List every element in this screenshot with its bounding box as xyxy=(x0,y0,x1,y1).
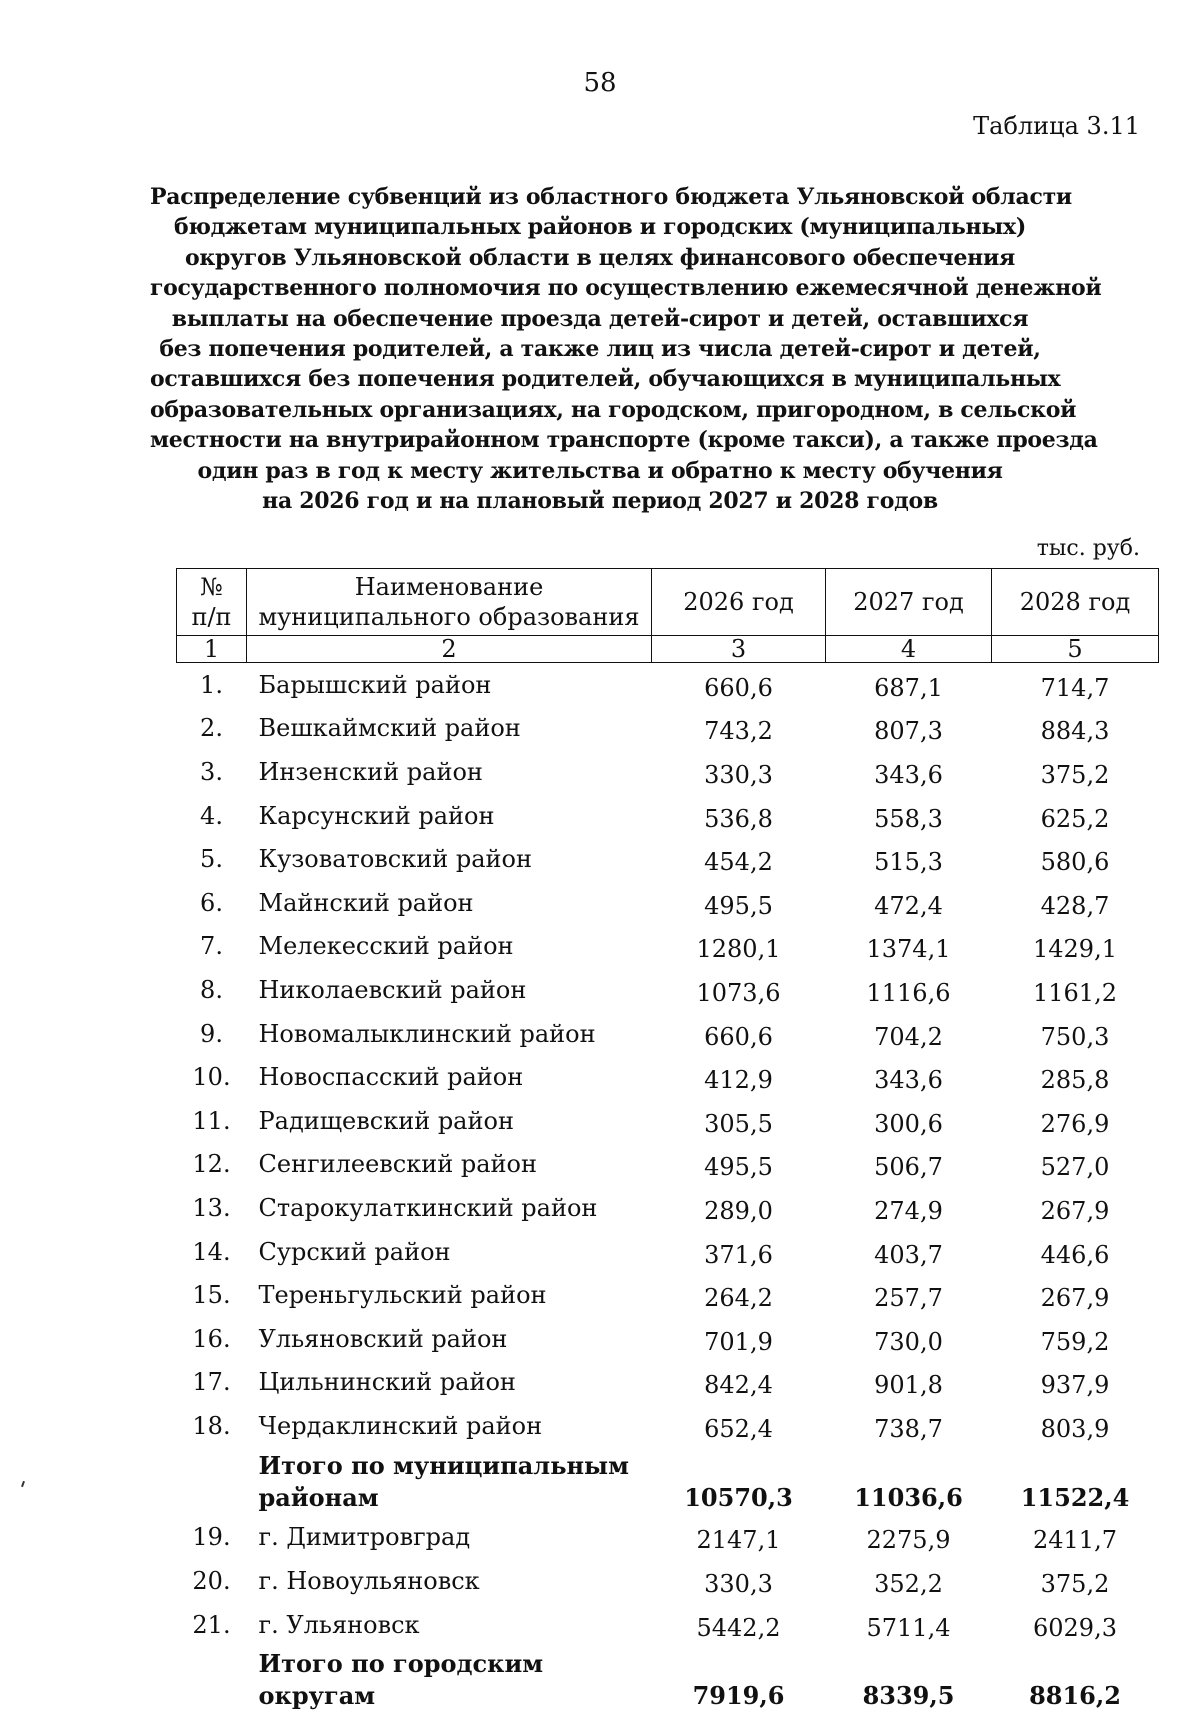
value-2028: 2411,7 xyxy=(992,1516,1159,1560)
table-row xyxy=(177,1404,1159,1448)
table-row xyxy=(177,707,1159,751)
header-num-line2: п/п xyxy=(177,602,246,632)
table-row xyxy=(177,1099,1159,1143)
row-num: 16. xyxy=(177,1317,247,1361)
title-line: один раз в год к месту жительства и обратно к месту обучения xyxy=(150,456,1050,486)
title-line: без попечения родителей, а также лиц из числа детей-сирот и детей, xyxy=(150,334,1050,364)
value-2026: 660,6 xyxy=(652,1012,826,1056)
table-row xyxy=(177,968,1159,1012)
value-2028: 803,9 xyxy=(992,1404,1159,1448)
value-2027: 472,4 xyxy=(826,881,992,925)
row-name: Кузоватовский район xyxy=(247,837,652,881)
value-2027: 687,1 xyxy=(826,663,992,707)
column-number: 2 xyxy=(247,636,652,663)
value-2028: 625,2 xyxy=(992,794,1159,838)
value-2026: 495,5 xyxy=(652,1143,826,1187)
row-num: 13. xyxy=(177,1186,247,1230)
value-2027: 5711,4 xyxy=(826,1603,992,1647)
row-num: 17. xyxy=(177,1361,247,1405)
total-value-2028: 8816,2 xyxy=(992,1646,1159,1714)
table-row xyxy=(177,1055,1159,1099)
value-2028: 527,0 xyxy=(992,1143,1159,1187)
row-num-empty xyxy=(177,1448,247,1516)
value-2027: 352,2 xyxy=(826,1559,992,1603)
value-2026: 330,3 xyxy=(652,1559,826,1603)
header-2027: 2027 год xyxy=(826,569,992,636)
column-number: 5 xyxy=(992,636,1159,663)
table-row xyxy=(177,1317,1159,1361)
value-2026: 536,8 xyxy=(652,794,826,838)
row-name: г. Новоульяновск xyxy=(247,1559,652,1603)
table-row xyxy=(177,881,1159,925)
value-2028: 446,6 xyxy=(992,1230,1159,1274)
value-2027: 901,8 xyxy=(826,1361,992,1405)
column-number: 4 xyxy=(826,636,992,663)
value-2028: 375,2 xyxy=(992,1559,1159,1603)
row-name: Сурский район xyxy=(247,1230,652,1274)
row-name: Тереньгульский район xyxy=(247,1273,652,1317)
row-name: Ульяновский район xyxy=(247,1317,652,1361)
row-name: Карсунский район xyxy=(247,794,652,838)
table-header xyxy=(177,569,1159,663)
row-num: 7. xyxy=(177,925,247,969)
header-name-line2: муниципального образования xyxy=(247,602,651,632)
value-2027: 558,3 xyxy=(826,794,992,838)
value-2028: 285,8 xyxy=(992,1055,1159,1099)
header-name xyxy=(247,569,652,636)
value-2027: 807,3 xyxy=(826,707,992,751)
row-name: Инзенский район xyxy=(247,750,652,794)
row-num: 1. xyxy=(177,663,247,707)
title-line: бюджетам муниципальных районов и городских (муниципальных) xyxy=(150,212,1050,242)
header-2026: 2026 год xyxy=(652,569,826,636)
table-row xyxy=(177,663,1159,707)
value-2026: 2147,1 xyxy=(652,1516,826,1560)
total-label: Итого по муниципальным районам xyxy=(247,1448,652,1516)
value-2027: 730,0 xyxy=(826,1317,992,1361)
total-value-2028: 11522,4 xyxy=(992,1448,1159,1516)
row-num: 21. xyxy=(177,1603,247,1647)
value-2026: 454,2 xyxy=(652,837,826,881)
value-2027: 515,3 xyxy=(826,837,992,881)
value-2027: 300,6 xyxy=(826,1099,992,1143)
row-name: г. Димитровград xyxy=(247,1516,652,1560)
value-2026: 495,5 xyxy=(652,881,826,925)
value-2026: 652,4 xyxy=(652,1404,826,1448)
value-2028: 375,2 xyxy=(992,750,1159,794)
row-num: 5. xyxy=(177,837,247,881)
row-name: Радищевский район xyxy=(247,1099,652,1143)
total-row-cities xyxy=(177,1646,1159,1714)
title-line: округов Ульяновской области в целях финансового обеспечения xyxy=(150,243,1050,273)
row-num: 10. xyxy=(177,1055,247,1099)
subvention-table xyxy=(176,568,1159,1714)
value-2028: 428,7 xyxy=(992,881,1159,925)
value-2027: 506,7 xyxy=(826,1143,992,1187)
total-row-districts xyxy=(177,1448,1159,1516)
title-line: государственного полномочия по осуществлению ежемесячной денежной xyxy=(150,273,1050,303)
value-2026: 701,9 xyxy=(652,1317,826,1361)
value-2028: 267,9 xyxy=(992,1186,1159,1230)
row-name: Чердаклинский район xyxy=(247,1404,652,1448)
value-2026: 330,3 xyxy=(652,750,826,794)
value-2026: 1073,6 xyxy=(652,968,826,1012)
value-2026: 743,2 xyxy=(652,707,826,751)
title-line: местности на внутрирайонном транспорте (кроме такси), а также проезда xyxy=(150,425,1050,455)
title-line: оставшихся без попечения родителей, обучающихся в муниципальных xyxy=(150,364,1050,394)
value-2028: 267,9 xyxy=(992,1273,1159,1317)
value-2027: 2275,9 xyxy=(826,1516,992,1560)
value-2027: 343,6 xyxy=(826,1055,992,1099)
value-2027: 257,7 xyxy=(826,1273,992,1317)
value-2026: 264,2 xyxy=(652,1273,826,1317)
value-2027: 343,6 xyxy=(826,750,992,794)
row-num: 4. xyxy=(177,794,247,838)
title-line: образовательных организациях, на городском, пригородном, в сельской xyxy=(150,395,1050,425)
row-num-empty xyxy=(177,1646,247,1714)
table-row xyxy=(177,1559,1159,1603)
column-number-row xyxy=(177,636,1159,663)
table-body xyxy=(177,663,1159,1714)
value-2027: 403,7 xyxy=(826,1230,992,1274)
total-value-2027: 8339,5 xyxy=(826,1646,992,1714)
header-num-line1: № xyxy=(177,572,246,602)
row-name: Барышский район xyxy=(247,663,652,707)
row-name: Цильнинский район xyxy=(247,1361,652,1405)
value-2027: 738,7 xyxy=(826,1404,992,1448)
value-2028: 276,9 xyxy=(992,1099,1159,1143)
value-2027: 1116,6 xyxy=(826,968,992,1012)
header-row xyxy=(177,569,1159,636)
scan-speck xyxy=(21,1481,25,1487)
value-2028: 1429,1 xyxy=(992,925,1159,969)
row-name: Вешкаймский район xyxy=(247,707,652,751)
total-value-2027: 11036,6 xyxy=(826,1448,992,1516)
table-row xyxy=(177,837,1159,881)
table-row xyxy=(177,794,1159,838)
document-title xyxy=(150,182,1050,516)
row-num: 3. xyxy=(177,750,247,794)
row-name: Новомалыклинский район xyxy=(247,1012,652,1056)
row-name: Майнский район xyxy=(247,881,652,925)
row-name: Новоспасский район xyxy=(247,1055,652,1099)
row-num: 6. xyxy=(177,881,247,925)
row-num: 2. xyxy=(177,707,247,751)
value-2028: 714,7 xyxy=(992,663,1159,707)
value-2028: 884,3 xyxy=(992,707,1159,751)
row-name: Старокулаткинский район xyxy=(247,1186,652,1230)
value-2028: 750,3 xyxy=(992,1012,1159,1056)
header-name-line1: Наименование xyxy=(247,572,651,602)
value-2026: 1280,1 xyxy=(652,925,826,969)
value-2027: 1374,1 xyxy=(826,925,992,969)
title-line: Распределение субвенций из областного бюджета Ульяновской области xyxy=(150,182,1050,212)
header-num xyxy=(177,569,247,636)
table-row xyxy=(177,1516,1159,1560)
total-value-2026: 10570,3 xyxy=(652,1448,826,1516)
row-num: 18. xyxy=(177,1404,247,1448)
value-2026: 842,4 xyxy=(652,1361,826,1405)
table-row xyxy=(177,1603,1159,1647)
value-2028: 1161,2 xyxy=(992,968,1159,1012)
row-num: 9. xyxy=(177,1012,247,1056)
table-row xyxy=(177,1186,1159,1230)
table-row xyxy=(177,1143,1159,1187)
table-label: Таблица 3.11 xyxy=(973,112,1140,140)
table-row xyxy=(177,750,1159,794)
row-num: 14. xyxy=(177,1230,247,1274)
value-2026: 371,6 xyxy=(652,1230,826,1274)
value-2026: 660,6 xyxy=(652,663,826,707)
row-name: Сенгилеевский район xyxy=(247,1143,652,1187)
value-2026: 305,5 xyxy=(652,1099,826,1143)
value-2026: 412,9 xyxy=(652,1055,826,1099)
row-name: г. Ульяновск xyxy=(247,1603,652,1647)
value-2028: 937,9 xyxy=(992,1361,1159,1405)
row-num: 19. xyxy=(177,1516,247,1560)
table-row xyxy=(177,1273,1159,1317)
row-num: 15. xyxy=(177,1273,247,1317)
value-2027: 704,2 xyxy=(826,1012,992,1056)
column-number: 3 xyxy=(652,636,826,663)
header-2028: 2028 год xyxy=(992,569,1159,636)
total-label: Итого по городским округам xyxy=(247,1646,652,1714)
value-2026: 289,0 xyxy=(652,1186,826,1230)
row-name: Мелекесский район xyxy=(247,925,652,969)
title-line: на 2026 год и на плановый период 2027 и 2028 годов xyxy=(150,486,1050,516)
row-num: 12. xyxy=(177,1143,247,1187)
table-row xyxy=(177,1230,1159,1274)
table-row xyxy=(177,1012,1159,1056)
total-value-2026: 7919,6 xyxy=(652,1646,826,1714)
value-2028: 6029,3 xyxy=(992,1603,1159,1647)
table-row xyxy=(177,925,1159,969)
row-num: 20. xyxy=(177,1559,247,1603)
value-2026: 5442,2 xyxy=(652,1603,826,1647)
value-2028: 580,6 xyxy=(992,837,1159,881)
value-2028: 759,2 xyxy=(992,1317,1159,1361)
row-num: 8. xyxy=(177,968,247,1012)
units-label: тыс. руб. xyxy=(1037,536,1140,561)
column-number: 1 xyxy=(177,636,247,663)
row-num: 11. xyxy=(177,1099,247,1143)
table-row xyxy=(177,1361,1159,1405)
title-line: выплаты на обеспечение проезда детей-сирот и детей, оставшихся xyxy=(150,304,1050,334)
row-name: Николаевский район xyxy=(247,968,652,1012)
value-2027: 274,9 xyxy=(826,1186,992,1230)
page-number: 58 xyxy=(0,68,1200,98)
